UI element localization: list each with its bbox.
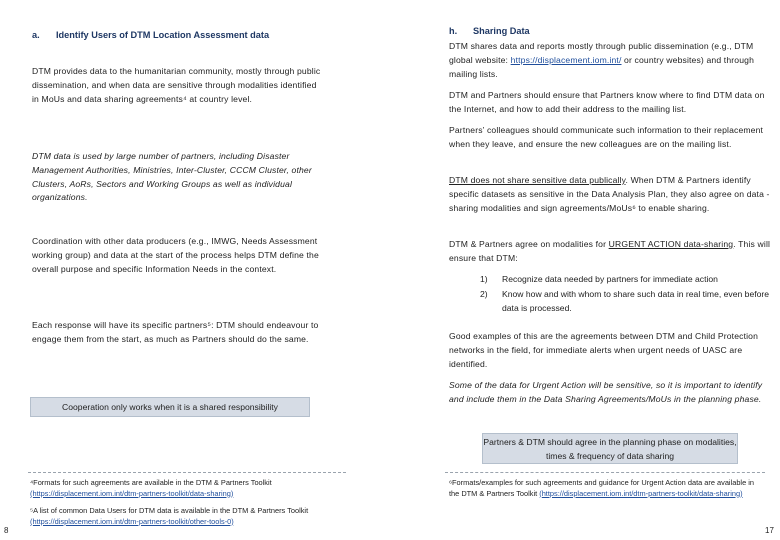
footnote-divider [445,472,765,473]
paragraph-find-data: DTM and Partners should ensure that Partners know where to find DTM data on the Internet, and how to add their address to the mailing list. [449,90,765,114]
footnote-divider [28,472,346,473]
paragraph-good-examples: Good examples of this are the agreements between DTM and Child Protection networks in the field, for immediate alerts when urgent needs of UASC are identified. [449,331,759,369]
footnote-6-text: ⁶Formats/examples for such agreements and guidance for Urgent Action data are available in the DTM & Partners Toolkit [449,478,754,498]
para5-text-b: . This will ensure that DTM: [449,239,771,263]
heading-letter: a. [32,30,40,40]
paragraph-urgent-action [449,238,779,266]
callout-agreement: Partners & DTM should agree in the planning phase on modalities, times & frequency of data sharing [482,433,738,464]
heading-text: Sharing Data [473,26,530,36]
list-item-text: Recognize data needed by partners for immediate action [502,274,718,284]
heading-letter: h. [449,26,458,36]
footnote-4 [30,478,350,499]
para1-text-a: DTM shares data and reports mostly through public dissemination (e.g., DTM global website: [449,41,754,65]
footnote-5 [30,506,350,527]
footnote-6-link[interactable]: (https://displacement.iom.int/dtm-partners-toolkit/data-sharing) [539,488,743,498]
page-number-right: 17 [765,526,774,535]
footnote-4-text: ⁴Formats for such agreements are available in the DTM & Partners Toolkit [30,478,272,487]
list-item-number: 2) [480,289,488,299]
para4-underlined: DTM does not share sensitive data publically [449,175,626,185]
section-heading-a [32,30,269,40]
right-page [390,0,780,540]
para5-underlined: URGENT ACTION data-sharing [608,239,734,249]
footnote-6 [449,478,759,499]
paragraph-coordination: Coordination with other data producers (e.g., IMWG, Needs Assessment working group) and data at the start of the process helps DTM define the overall purpose and specific Information Needs in the context. [32,236,319,274]
paragraph-partners: Each response will have its specific partners⁵: DTM should endeavour to engage them from the start, as much as Partners should do the same. [32,320,319,344]
paragraph-sensitive-data [449,174,779,215]
footnote-5-link[interactable]: (https://displacement.iom.int/dtm-partners-toolkit/other-tools-0) [30,516,234,526]
paragraph-urgent-sensitive: Some of the data for Urgent Action will be sensitive, so it is important to identify and include them in the Data Sharing Agreements/MoUs in the planning phase. [449,380,763,404]
list-item [480,288,780,316]
callout-cooperation: Cooperation only works when it is a shared responsibility [30,397,310,417]
paragraph-colleagues: Partners’ colleagues should communicate such information to their replacement when they leave, and ensure the new colleagues are on the mailing list. [449,125,764,149]
paragraph-sharing-data [449,40,779,81]
list-item-number: 1) [480,274,488,284]
dtm-website-link[interactable]: https://displacement.iom.int/ [510,54,622,65]
para5-text-a: DTM & Partners agree on modalities for [449,239,609,249]
para1-text-b: or country websites) and through mailing lists. [449,54,755,79]
heading-text: Identify Users of DTM Location Assessment data [56,30,270,40]
list-item [480,273,780,287]
para4-text: . When DTM & Partners identify specific datasets as sensitive in the Data Analysis Plan, they also agree on data - sharing modalities and sign agreements/MoUs⁶ to enable sharing. [449,175,770,213]
page-number-left: 8 [4,526,9,535]
paragraph-data-users: DTM data is used by large number of partners, including Disaster Management Authorities, Ministries, Inter-Cluster, CCCM Cluster, other Clusters, AoRs, Sectors and Working Groups as well as individual organizations. [32,151,312,203]
list-item-text: Know how and with whom to share such data in real time, even before data is processed. [502,289,770,313]
footnote-5-text: ⁵A list of common Data Users for DTM data is available in the DTM & Partners Toolkit [30,506,309,515]
paragraph-data-provision: DTM provides data to the humanitarian community, mostly through public dissemination, and when data are sensitive through modalities identified in MoUs and data sharing agreements⁴ at country level. [32,66,321,104]
footnote-4-link[interactable]: (https://displacement.iom.int/dtm-partners-toolkit/data-sharing) [30,488,234,498]
section-heading-h [449,26,530,36]
